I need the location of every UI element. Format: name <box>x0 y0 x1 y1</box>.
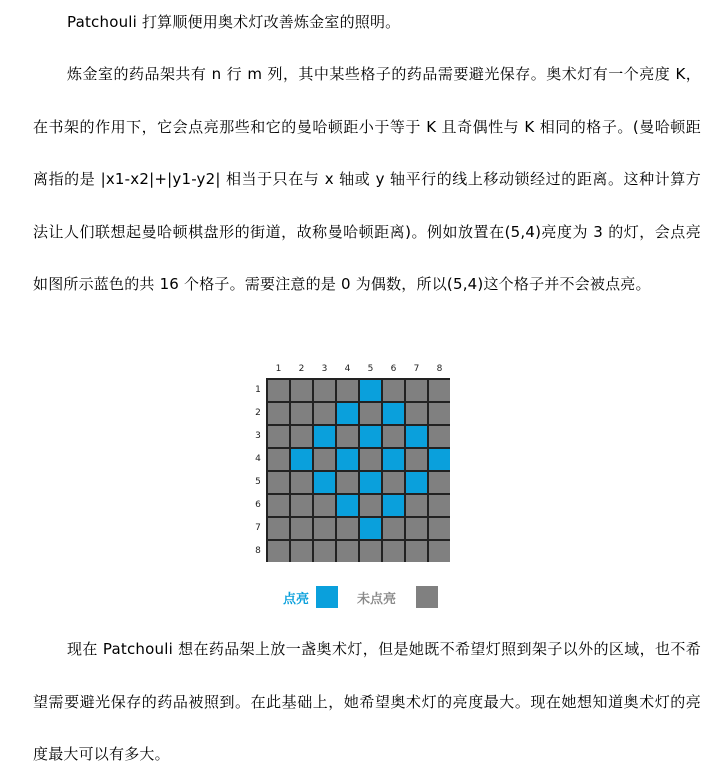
unlit-cell <box>360 495 381 516</box>
lit-cell <box>360 518 381 539</box>
unlit-cell <box>383 426 404 447</box>
grid-figure <box>253 362 453 612</box>
row-label: 3 <box>255 431 261 441</box>
unlit-cell <box>383 518 404 539</box>
unlit-cell <box>429 495 450 516</box>
unlit-cell <box>268 380 289 401</box>
unlit-cell <box>429 380 450 401</box>
unlit-cell <box>291 518 312 539</box>
unlit-cell <box>291 472 312 493</box>
unlit-cell <box>268 541 289 562</box>
unlit-cell <box>429 403 450 424</box>
lit-cell <box>337 403 358 424</box>
shelf-grid <box>266 378 450 562</box>
row-label: 1 <box>255 385 261 395</box>
unlit-cell <box>406 495 427 516</box>
unlit-cell <box>383 380 404 401</box>
unlit-cell <box>360 541 381 562</box>
unlit-cell <box>383 472 404 493</box>
task-paragraph: 现在 Patchouli 想在药品架上放一盏奥术灯，但是她既不希望灯照到架子以外的区域，也不希望需要避光保存的药品被照到。在此基础上，她希望奥术灯的亮度最大。现在她想知道奥术灯的亮度最大可以有多大。 <box>33 640 701 763</box>
unlit-cell <box>314 449 335 470</box>
unlit-cell <box>406 541 427 562</box>
unlit-cell <box>337 472 358 493</box>
unlit-cell <box>268 518 289 539</box>
lit-cell <box>383 495 404 516</box>
lit-cell <box>383 449 404 470</box>
lit-cell <box>383 403 404 424</box>
column-label: 7 <box>413 364 420 374</box>
unlit-cell <box>429 518 450 539</box>
unlit-cell <box>291 380 312 401</box>
unlit-cell <box>314 403 335 424</box>
unlit-cell <box>291 403 312 424</box>
lit-cell <box>337 449 358 470</box>
column-label: 1 <box>275 364 282 374</box>
unlit-cell <box>314 518 335 539</box>
lit-cell <box>406 426 427 447</box>
legend-unlit-swatch <box>416 586 438 608</box>
unlit-cell <box>268 403 289 424</box>
lit-cell <box>360 426 381 447</box>
row-label: 7 <box>255 523 261 533</box>
unlit-cell <box>291 426 312 447</box>
unlit-cell <box>429 472 450 493</box>
lit-cell <box>360 380 381 401</box>
legend-lit-label: 点亮 <box>283 592 310 607</box>
unlit-cell <box>406 403 427 424</box>
description-paragraph: 炼金室的药品架共有 n 行 m 列，其中某些格子的药品需要避光保存。奥术灯有一个亮度 K，在书架的作用下，它会点亮那些和它的曼哈顿距小于等于 K 且奇偶性与 K 相同的格子。(曼哈顿距离指的是 |x1-x2|+|y1-y2| 相当于只在与 x 轴或 y 轴平行的线上移动锁经过的距离。这种计算方法让人们联想起曼哈顿棋盘形的街道，故称曼哈顿距离)。例如放置在(5,4)亮度为 3 的灯，会点亮如图所示蓝色的共 16 个格子。需要注意的是 0 为偶数，所以(5,4)这个格子并不会被点亮。 <box>33 65 701 293</box>
unlit-cell <box>406 518 427 539</box>
unlit-cell <box>337 518 358 539</box>
lit-cell <box>429 449 450 470</box>
unlit-cell <box>314 380 335 401</box>
unlit-cell <box>268 449 289 470</box>
column-label: 2 <box>298 364 305 374</box>
unlit-cell <box>268 472 289 493</box>
column-label: 5 <box>367 364 374 374</box>
unlit-cell <box>291 495 312 516</box>
row-label: 5 <box>255 477 261 487</box>
unlit-cell <box>406 380 427 401</box>
unlit-cell <box>268 426 289 447</box>
lit-cell <box>406 472 427 493</box>
unlit-cell <box>383 541 404 562</box>
unlit-cell <box>291 541 312 562</box>
lit-cell <box>314 472 335 493</box>
unlit-cell <box>429 541 450 562</box>
unlit-cell <box>337 380 358 401</box>
unlit-cell <box>268 495 289 516</box>
legend-unlit-label: 未点亮 <box>357 592 397 607</box>
column-label: 3 <box>321 364 328 374</box>
intro-paragraph: Patchouli 打算顺便用奥术灯改善炼金室的照明。 <box>67 13 401 31</box>
unlit-cell <box>337 426 358 447</box>
unlit-cell <box>314 541 335 562</box>
unlit-cell <box>360 449 381 470</box>
unlit-cell <box>360 403 381 424</box>
unlit-cell <box>406 449 427 470</box>
column-label: 8 <box>436 364 443 374</box>
column-label: 4 <box>344 364 351 374</box>
unlit-cell <box>429 426 450 447</box>
lit-cell <box>291 449 312 470</box>
unlit-cell <box>314 495 335 516</box>
row-label: 4 <box>255 454 261 464</box>
legend-lit-swatch <box>316 586 338 608</box>
lit-cell <box>337 495 358 516</box>
lit-cell <box>314 426 335 447</box>
lit-cell <box>360 472 381 493</box>
row-label: 8 <box>255 546 261 556</box>
column-label: 6 <box>390 364 397 374</box>
row-label: 6 <box>255 500 261 510</box>
row-label: 2 <box>255 408 261 418</box>
unlit-cell <box>337 541 358 562</box>
